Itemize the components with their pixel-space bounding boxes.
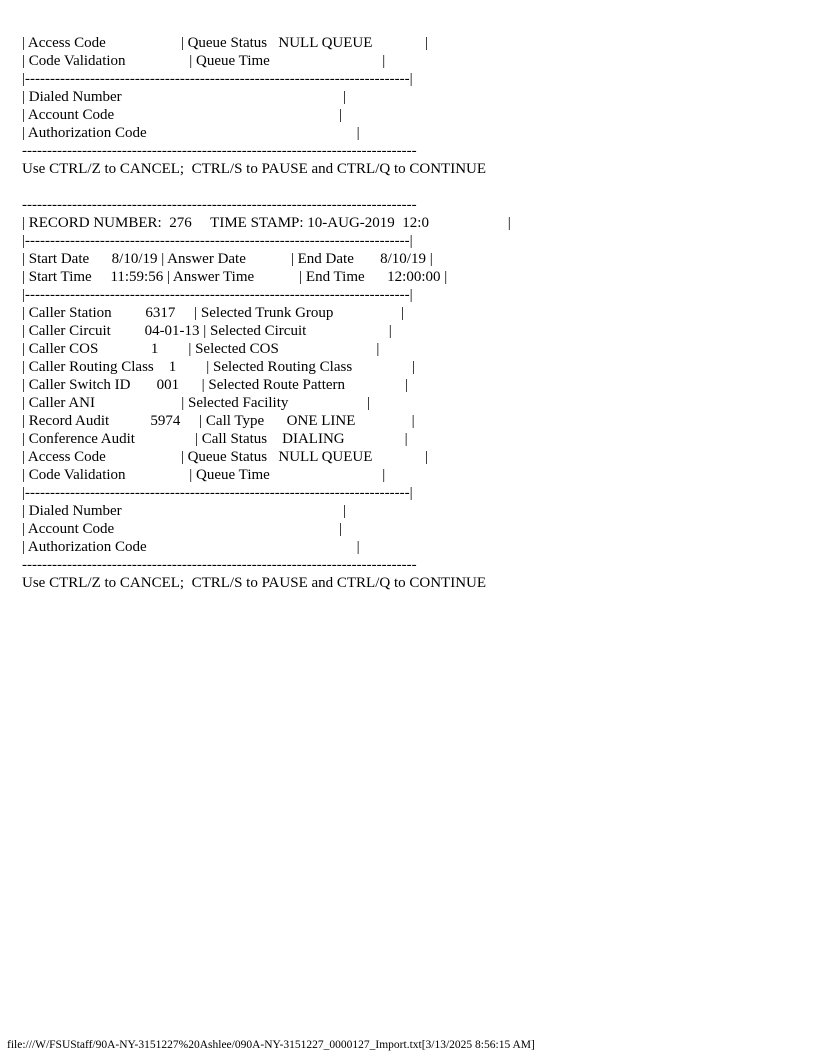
- document-line: | Caller Circuit 04-01-13 | Selected Circuit |: [22, 323, 392, 339]
- document-line: | Caller Station 6317 | Selected Trunk Group |: [22, 305, 404, 321]
- document-line: |-----------------------------------------------------------------------------|: [22, 71, 413, 87]
- document-line: | RECORD NUMBER: 276 TIME STAMP: 10-AUG-2019 12:0 |: [22, 215, 511, 231]
- document-line: | Record Audit 5974 | Call Type ONE LINE |: [22, 413, 415, 429]
- document-line: -------------------------------------------------------------------------------: [22, 197, 417, 213]
- document-line: | Caller Switch ID 001 | Selected Route Pattern |: [22, 377, 409, 393]
- page-footer-path: file:///W/FSUStaff/90A-NY-3151227%20Ashlee/090A-NY-3151227_0000127_Import.txt[3/13/2025 8:56:15 AM]: [7, 1039, 535, 1051]
- document-line: -------------------------------------------------------------------------------: [22, 557, 417, 573]
- document-line: [22, 178, 511, 196]
- document-line: | Account Code |: [22, 107, 343, 123]
- document-line: |-----------------------------------------------------------------------------|: [22, 485, 413, 501]
- document-line: | Start Time 11:59:56 | Answer Time | End Time 12:00:00 |: [22, 269, 448, 285]
- document-line: | Authorization Code |: [22, 125, 360, 141]
- document-line: |-----------------------------------------------------------------------------|: [22, 287, 413, 303]
- document-line: | Code Validation | Queue Time |: [22, 467, 386, 483]
- document-line: | Caller COS 1 | Selected COS |: [22, 341, 380, 357]
- document-line: Use CTRL/Z to CANCEL; CTRL/S to PAUSE and CTRL/Q to CONTINUE: [22, 575, 487, 591]
- document-line: | Caller Routing Class 1 | Selected Routing Class |: [22, 359, 416, 375]
- document-line: | Account Code |: [22, 521, 343, 537]
- document-line: | Access Code | Queue Status NULL QUEUE |: [22, 449, 428, 465]
- document-line: | Dialed Number |: [22, 89, 346, 105]
- document-line: |-----------------------------------------------------------------------------|: [22, 233, 413, 249]
- document-line: | Access Code | Queue Status NULL QUEUE |: [22, 35, 428, 51]
- document-body: [22, 34, 511, 592]
- document-line: | Conference Audit | Call Status DIALING |: [22, 431, 408, 447]
- document-line: | Start Date 8/10/19 | Answer Date | End Date 8/10/19 |: [22, 251, 433, 267]
- document-line: | Caller ANI | Selected Facility |: [22, 395, 371, 411]
- document-line: -------------------------------------------------------------------------------: [22, 143, 417, 159]
- document-line: | Authorization Code |: [22, 539, 360, 555]
- document-line: | Code Validation | Queue Time |: [22, 53, 386, 69]
- document-line: Use CTRL/Z to CANCEL; CTRL/S to PAUSE and CTRL/Q to CONTINUE: [22, 161, 487, 177]
- document-line: | Dialed Number |: [22, 503, 346, 519]
